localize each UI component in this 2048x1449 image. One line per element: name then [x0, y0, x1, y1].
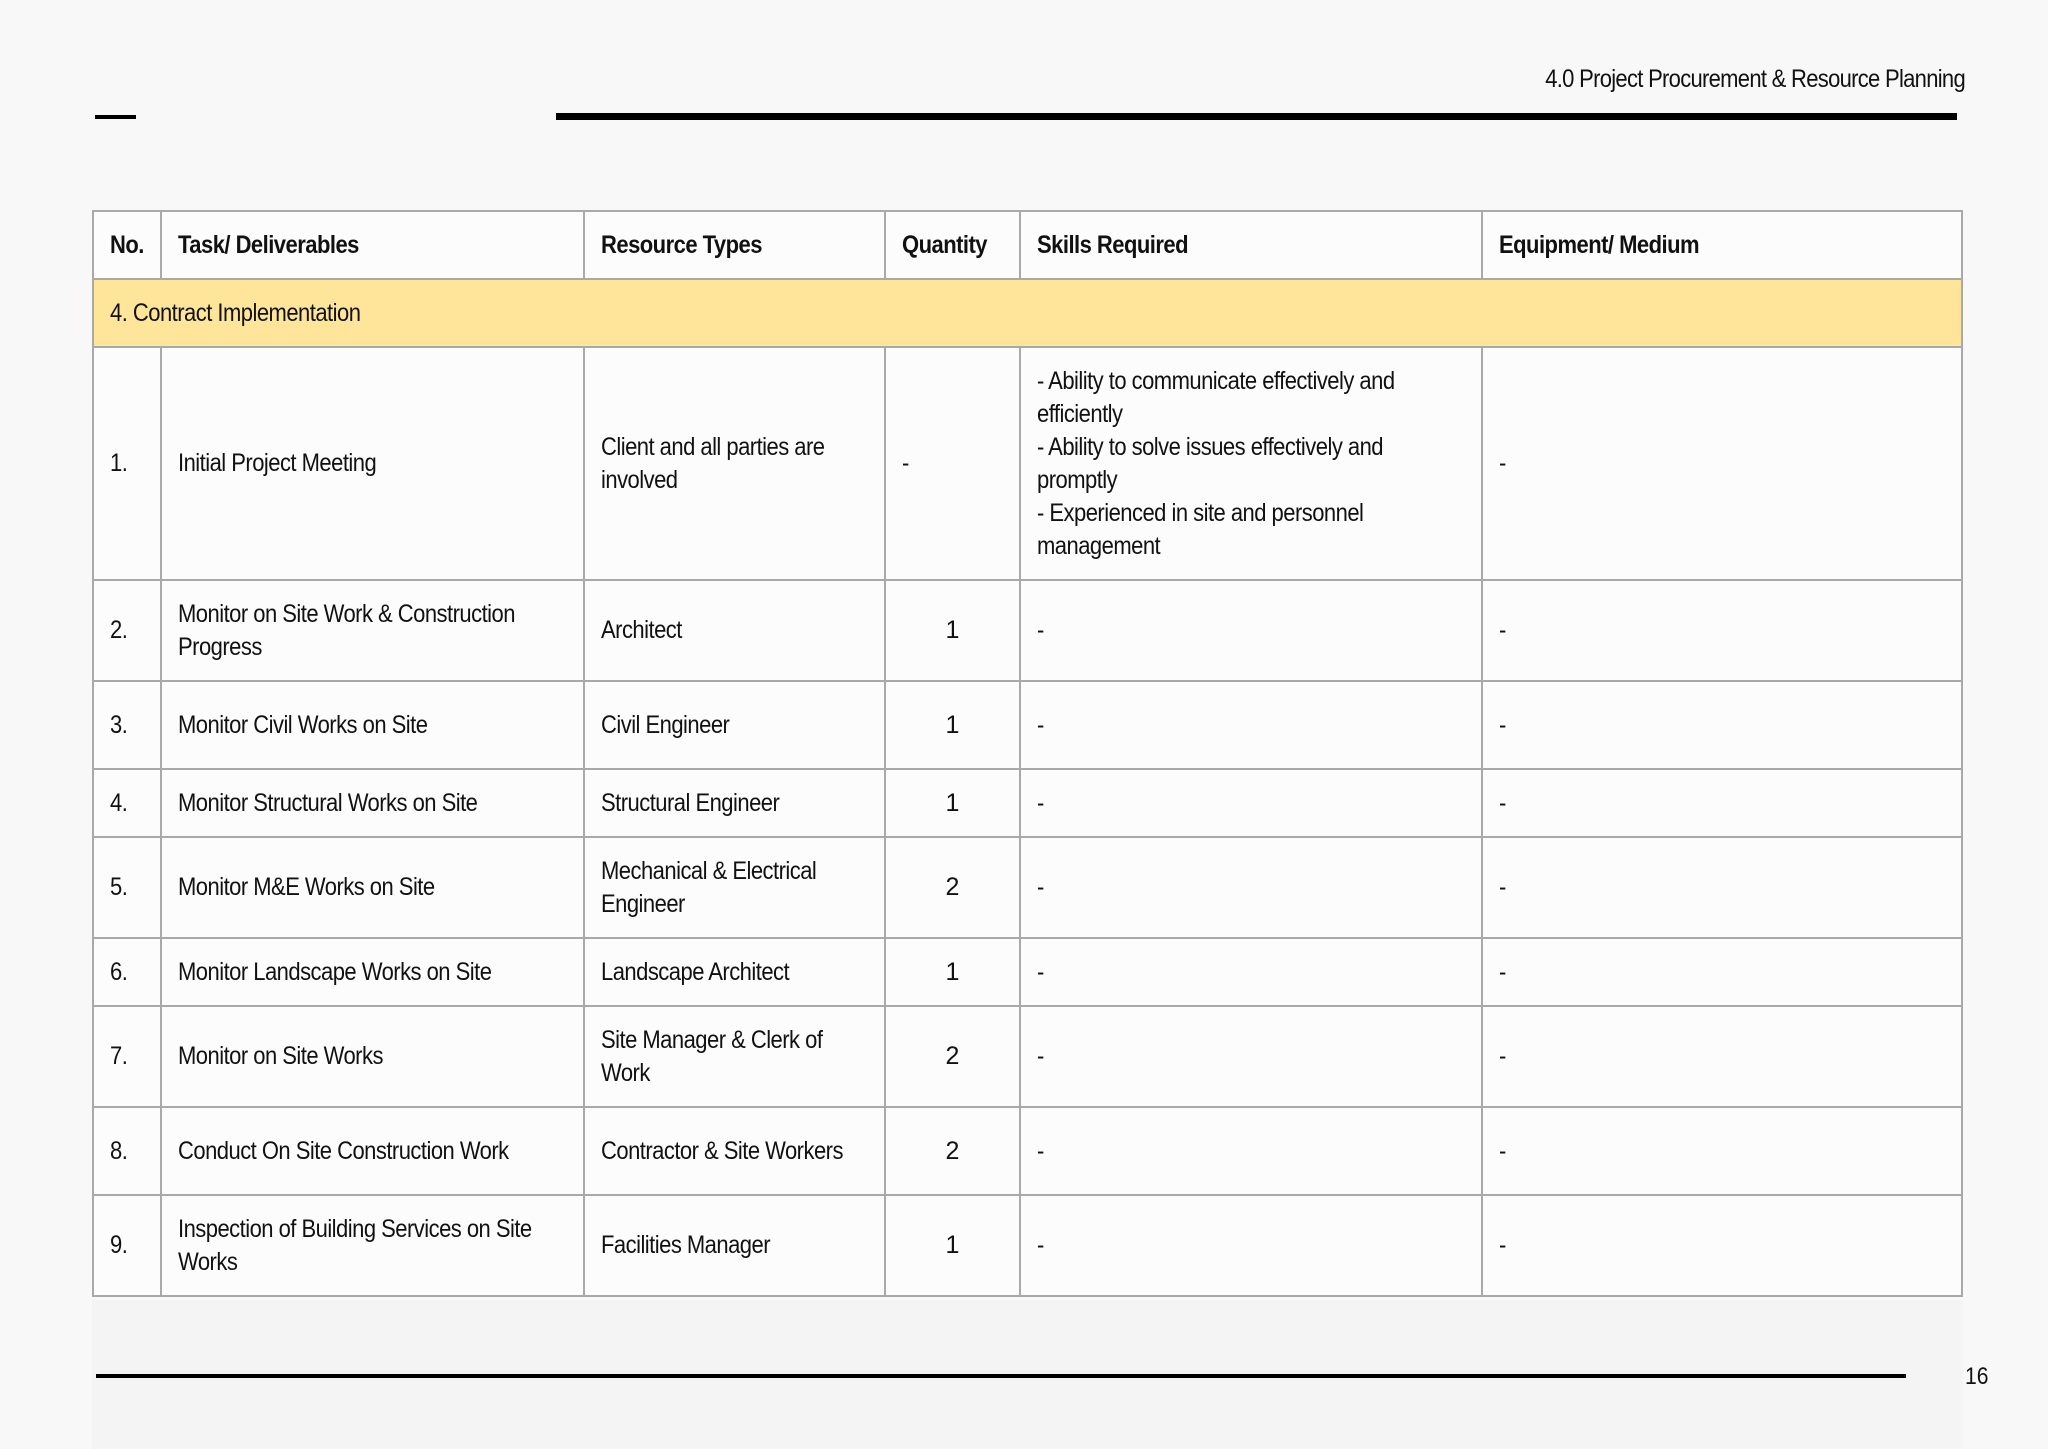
section-title-cell: 4. Contract Implementation [93, 279, 1962, 347]
resource-cell: Contractor & Site Workers [584, 1107, 885, 1195]
column-header-task: Task/ Deliverables [161, 211, 584, 279]
row-number: 8. [93, 1107, 161, 1195]
equipment-cell: - [1482, 681, 1962, 769]
skills-cell: - [1020, 1006, 1483, 1107]
skills-cell: - [1020, 1195, 1483, 1296]
task-cell: Monitor M&E Works on Site [161, 837, 584, 938]
resource-cell: Civil Engineer [584, 681, 885, 769]
equipment-cell: - [1482, 837, 1962, 938]
task-cell: Monitor Structural Works on Site [161, 769, 584, 837]
quantity-cell: 1 [885, 1195, 1020, 1296]
quantity-cell: 1 [885, 580, 1020, 681]
skills-cell: - [1020, 1107, 1483, 1195]
skills-list [1037, 365, 1463, 563]
skills-list-wrap [1037, 365, 1463, 563]
skills-cell: - [1020, 681, 1483, 769]
skills-cell: - [1020, 837, 1483, 938]
quantity-cell: - [885, 347, 1020, 580]
equipment-cell: - [1482, 1195, 1962, 1296]
resource-cell: Client and all parties are involved [584, 347, 885, 580]
quantity-cell: 2 [885, 1107, 1020, 1195]
equipment-cell: - [1482, 580, 1962, 681]
resource-cell: Facilities Manager [584, 1195, 885, 1296]
resource-planning-table [92, 210, 1963, 1297]
task-cell: Monitor Landscape Works on Site [161, 938, 584, 1006]
equipment-cell: - [1482, 769, 1962, 837]
task-cell: Inspection of Building Services on Site Works [161, 1195, 584, 1296]
table-row [93, 769, 1962, 837]
page-number: 16 [1965, 1363, 1989, 1390]
table-row [93, 347, 1962, 580]
column-header-quantity: Quantity [885, 211, 1020, 279]
skill-item: - Ability to solve issues effectively and promptly [1036, 432, 1383, 494]
quantity-cell: 2 [885, 1006, 1020, 1107]
skills-cell [1020, 347, 1483, 580]
table-row [93, 1107, 1962, 1195]
task-cell: Initial Project Meeting [161, 347, 584, 580]
skills-cell: - [1020, 580, 1483, 681]
table-header [93, 211, 1962, 279]
skill-item: - Experienced in site and personnel management [1036, 498, 1364, 560]
column-header-resource: Resource Types [584, 211, 885, 279]
skills-cell: - [1020, 769, 1483, 837]
footer-rule [96, 1374, 1906, 1378]
header-long-rule [556, 113, 1957, 120]
quantity-cell: 2 [885, 837, 1020, 938]
table-body [93, 279, 1962, 1296]
row-number: 5. [93, 837, 161, 938]
table-row [93, 681, 1962, 769]
section-row [93, 279, 1962, 347]
resource-cell: Structural Engineer [584, 769, 885, 837]
skill-item: - Ability to communicate effectively and efficiently [1036, 366, 1395, 428]
quantity-cell: 1 [885, 681, 1020, 769]
column-header-skills: Skills Required [1020, 211, 1483, 279]
resource-cell: Architect [584, 580, 885, 681]
task-cell: Conduct On Site Construction Work [161, 1107, 584, 1195]
resource-cell: Landscape Architect [584, 938, 885, 1006]
quantity-cell: 1 [885, 769, 1020, 837]
table-row [93, 1195, 1962, 1296]
table-row [93, 580, 1962, 681]
column-header-equipment: Equipment/ Medium [1482, 211, 1962, 279]
equipment-cell: - [1482, 1107, 1962, 1195]
equipment-cell: - [1482, 938, 1962, 1006]
row-number: 4. [93, 769, 161, 837]
table-row [93, 938, 1962, 1006]
resource-planning-table-container [92, 210, 1963, 1297]
row-number: 6. [93, 938, 161, 1006]
row-number: 3. [93, 681, 161, 769]
resource-cell: Mechanical & Electrical Engineer [584, 837, 885, 938]
header-row [93, 211, 1962, 279]
table-row [93, 1006, 1962, 1107]
task-cell: Monitor on Site Works [161, 1006, 584, 1107]
equipment-cell: - [1482, 347, 1962, 580]
task-cell: Monitor on Site Work & Construction Progress [161, 580, 584, 681]
column-header-no: No. [93, 211, 161, 279]
equipment-cell: - [1482, 1006, 1962, 1107]
row-number: 7. [93, 1006, 161, 1107]
header-short-rule [95, 115, 136, 119]
page-header-title: 4.0 Project Procurement & Resource Planning [1545, 65, 1965, 93]
row-number: 1. [93, 347, 161, 580]
skills-cell: - [1020, 938, 1483, 1006]
row-number: 2. [93, 580, 161, 681]
row-number: 9. [93, 1195, 161, 1296]
table-row [93, 837, 1962, 938]
resource-cell: Site Manager & Clerk of Work [584, 1006, 885, 1107]
quantity-cell: 1 [885, 938, 1020, 1006]
task-cell: Monitor Civil Works on Site [161, 681, 584, 769]
